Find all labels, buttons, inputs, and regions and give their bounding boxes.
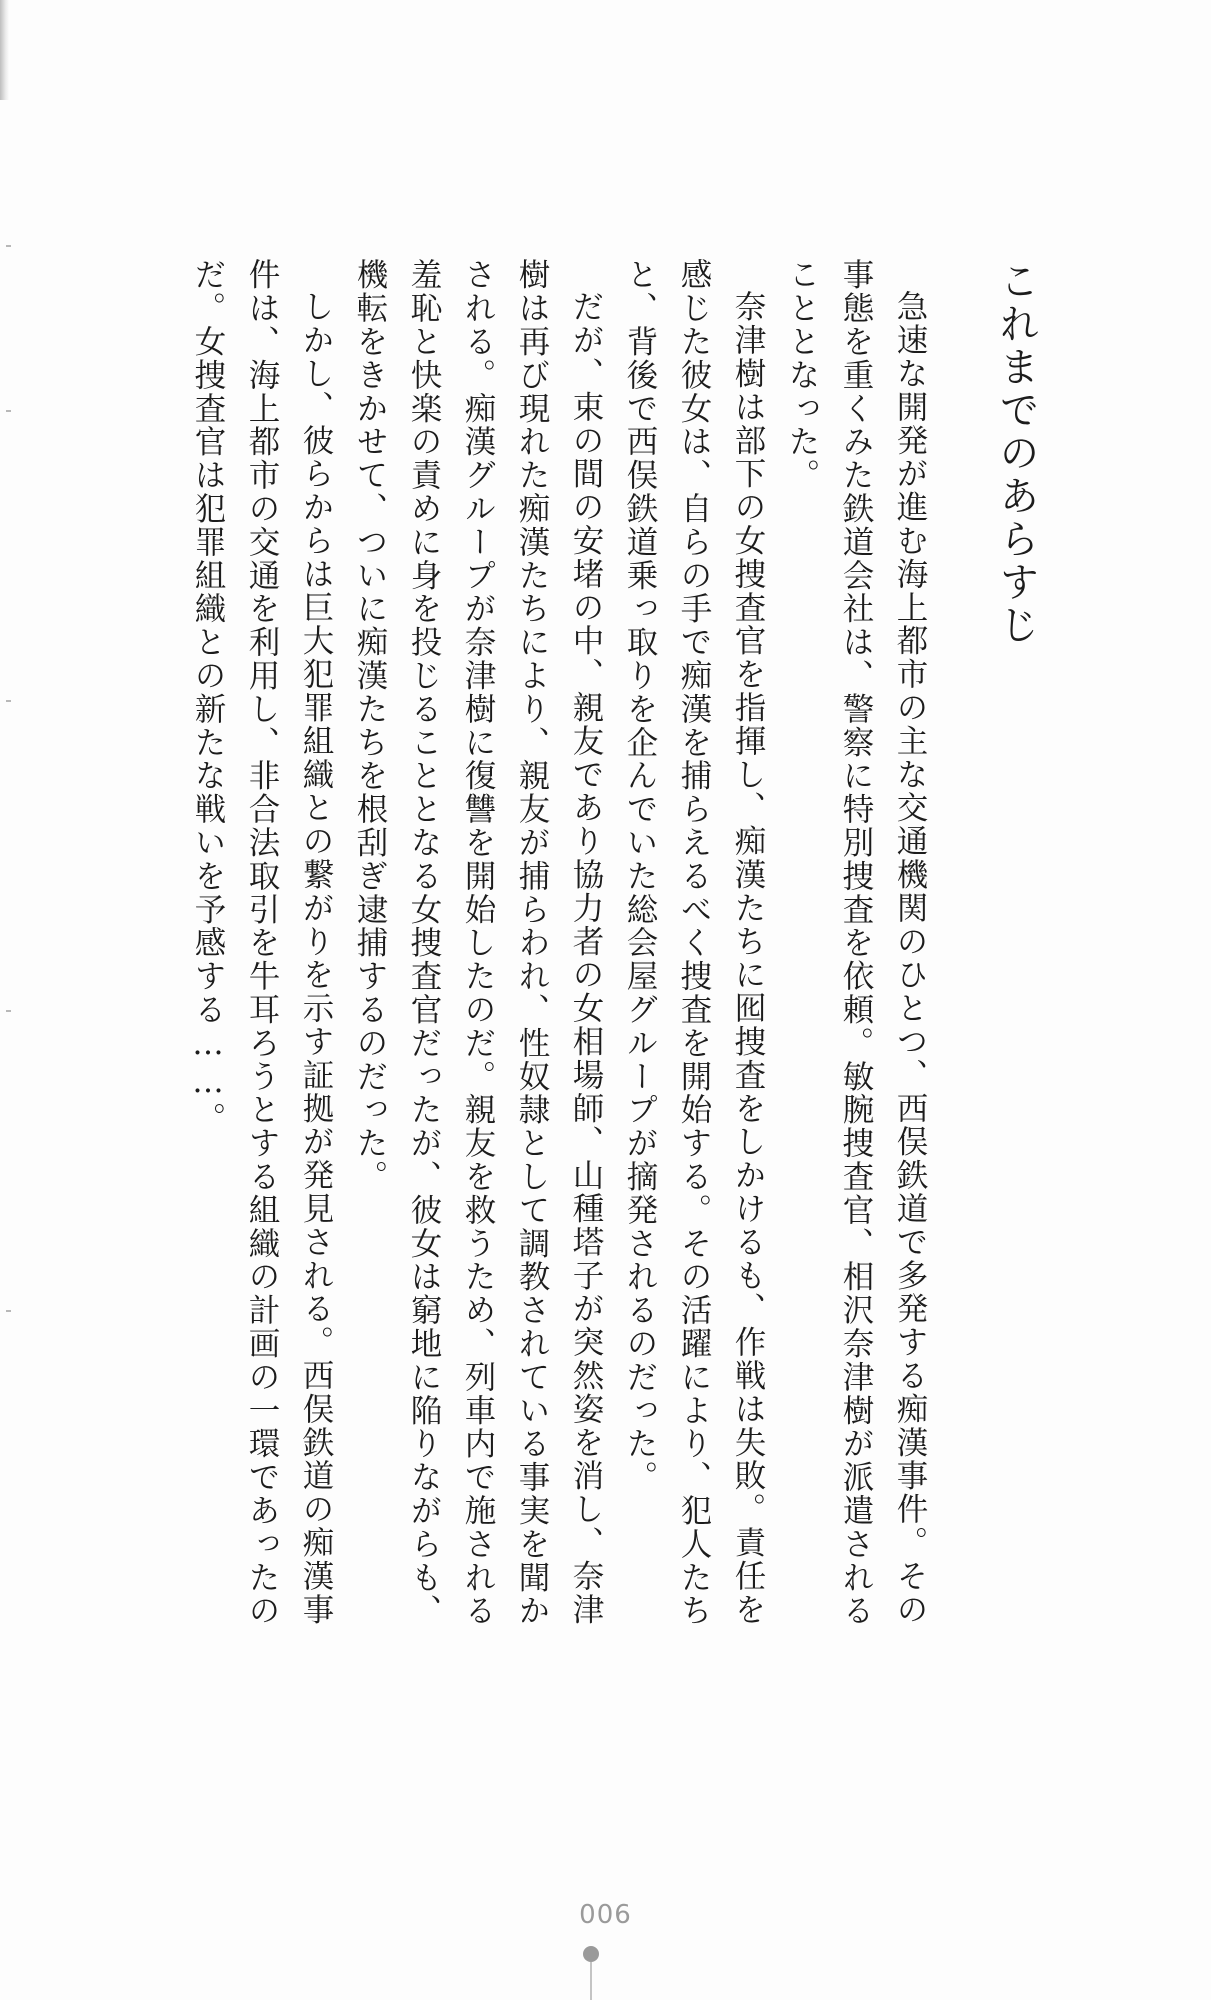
vertical-text-body — [181, 258, 1043, 1638]
paragraph: 急速な開発が進む海上都市の主な交通機関のひとつ、西俣鉄道で多発する痴漢事件。その事態を重くみた鉄道会社は、警察に特別捜査を依頼。敏腕捜査官、相沢奈津樹が派遣されることとなった。 — [784, 258, 928, 1628]
scan-edge-mark — [6, 1010, 11, 1012]
paragraph: しかし、彼らからは巨大犯罪組織との繋がりを示す証拠が発見される。西俣鉄道の痴漢事件は、海上都市の交通を利用し、非合法取引を牛耳ろうとする組織の計画の一環であったのだ。女捜査官は犯罪組織との新たな戦いを予感する……。 — [190, 258, 334, 1628]
section-title: これまでのあらすじ — [993, 260, 1039, 647]
scan-edge-artifact — [0, 0, 9, 100]
folio-dot — [583, 1946, 599, 1962]
scan-edge-mark — [6, 245, 11, 247]
paragraph: 奈津樹は部下の女捜査官を指揮し、痴漢たちに囮捜査をしかけるも、作戦は失敗。責任を感じた彼女は、自らの手で痴漢を捕らえるべく捜査を開始する。その活躍により、犯人たちと、背後で西俣鉄道乗っ取りを企んでいた総会屋グループが摘発されるのだった。 — [622, 258, 766, 1628]
scan-edge-mark — [6, 1310, 11, 1312]
page-number: 006 — [579, 1900, 632, 1930]
scan-edge-mark — [6, 410, 11, 412]
paragraph: だが、束の間の安堵の中、親友であり協力者の女相場師、山種塔子が突然姿を消し、奈津樹は再び現れた痴漢たちにより、親友が捕らわれ、性奴隷として調教されている事実を聞かされる。痴漢グループが奈津樹に復讐を開始したのだ。親友を救うため、列車内で施される羞恥と快楽の責めに身を投じることとなる女捜査官だったが、彼女は窮地に陥りながらも、機転をきかせて、ついに痴漢たちを根刮ぎ逮捕するのだった。 — [352, 258, 604, 1628]
folio-rule — [590, 1962, 592, 2000]
scan-edge-mark — [6, 700, 11, 702]
